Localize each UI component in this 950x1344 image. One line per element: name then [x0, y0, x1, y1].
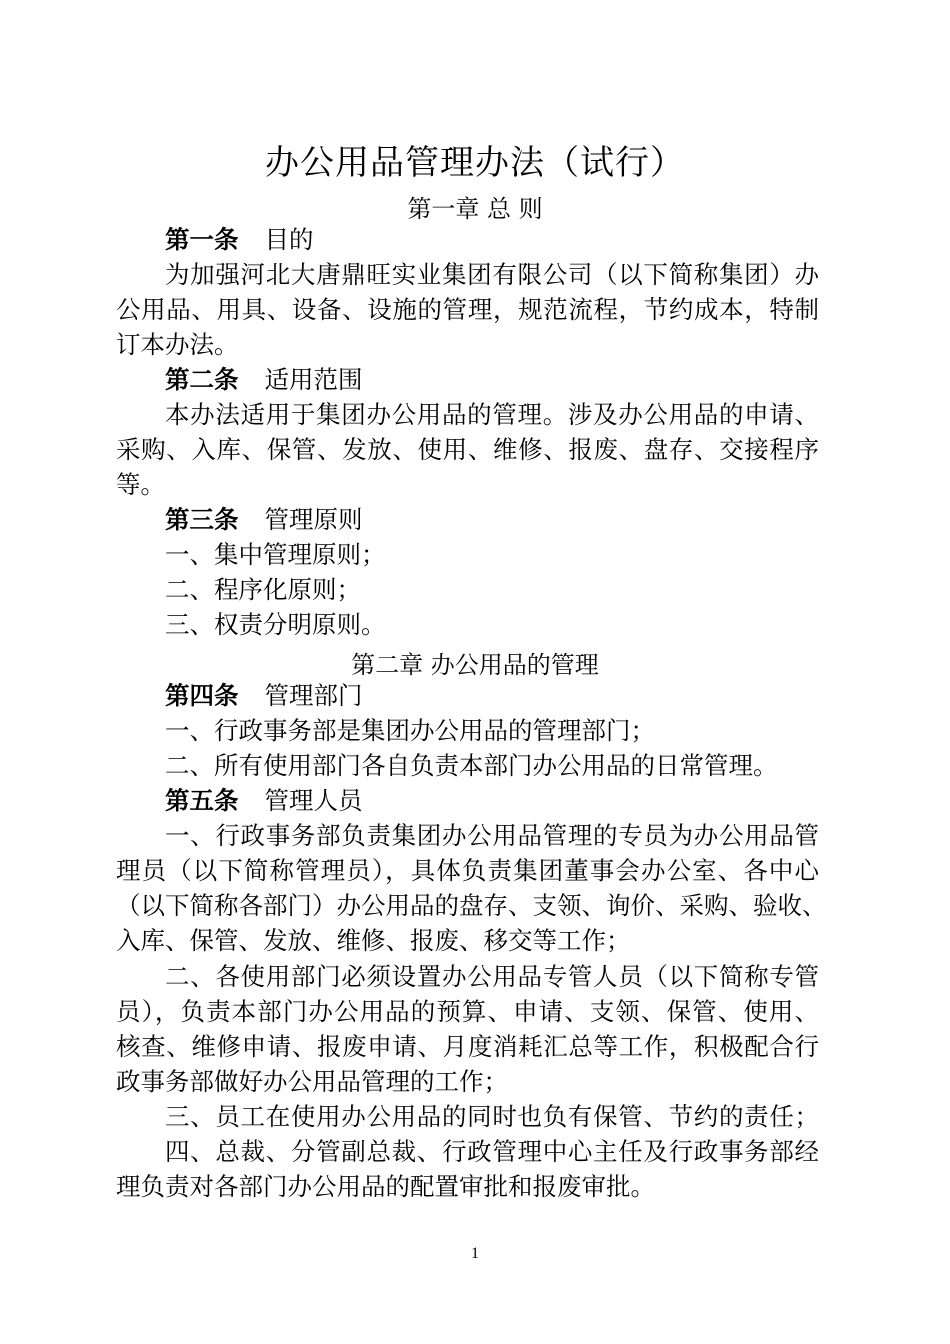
article-heading: [165, 363, 363, 397]
article-label: 第五条: [165, 786, 239, 815]
paragraph-line: 等。: [116, 470, 165, 499]
paragraph-line: 核查、维修申请、报废申请、月度消耗汇总等工作，积极配合行: [116, 1032, 819, 1061]
paragraph-line: 理负责对各部门办公用品的配置审批和报废审批。: [116, 1172, 655, 1201]
paragraph-line: 理员（以下简称管理员），具体负责集团董事会办公室、各中心: [116, 856, 819, 885]
chapter-heading: 第一章 总 则: [407, 195, 543, 223]
paragraph-line: 订本办法。: [116, 330, 239, 359]
article-title: 适用范围: [264, 365, 363, 394]
document-title: 办公用品管理办法（试行）: [265, 143, 685, 183]
article-title: 管理部门: [264, 681, 363, 710]
paragraph-line: 三、员工在使用办公用品的同时也负有保管、节约的责任；: [165, 1102, 819, 1131]
list-item: 一、集中管理原则；: [165, 540, 386, 569]
paragraph-line: 为加强河北大唐鼎旺实业集团有限公司（以下简称集团）办: [165, 260, 819, 289]
article-heading: [165, 784, 363, 818]
article-heading: [165, 223, 314, 257]
article-heading: [165, 679, 363, 713]
article-title: 管理人员: [264, 786, 363, 815]
article-label: 第四条: [165, 681, 239, 710]
paragraph-line: 员），负责本部门办公用品的预算、申请、支领、保管、使用、: [116, 997, 819, 1026]
paragraph-line: 四、总裁、分管副总裁、行政管理中心主任及行政事务部经: [165, 1137, 819, 1166]
paragraph-line: 二、各使用部门必须设置办公用品专管人员（以下简称专管: [165, 962, 819, 991]
chapter-heading: 第二章 办公用品的管理: [351, 651, 599, 679]
article-title: 目的: [264, 225, 314, 254]
article-heading: [165, 503, 363, 537]
article-label: 第二条: [165, 365, 239, 394]
paragraph-line: 一、行政事务部负责集团办公用品管理的专员为办公用品管: [165, 821, 819, 850]
paragraph-line: （以下简称各部门）办公用品的盘存、支领、询价、采购、验收、: [116, 891, 827, 920]
paragraph-line: 政事务部做好办公用品管理的工作；: [116, 1067, 508, 1096]
paragraph-line: 本办法适用于集团办公用品的管理。涉及办公用品的申请、: [165, 400, 819, 429]
list-item: 一、行政事务部是集团办公用品的管理部门；: [165, 716, 655, 745]
paragraph-line: 采购、入库、保管、发放、使用、维修、报废、盘存、交接程序: [116, 435, 819, 464]
list-item: 二、程序化原则；: [165, 575, 361, 604]
list-item: 三、权责分明原则。: [165, 610, 386, 639]
paragraph-line: 公用品、用具、设备、设施的管理，规范流程，节约成本，特制: [116, 295, 819, 324]
article-label: 第三条: [165, 505, 239, 534]
page-number: 1: [471, 1245, 479, 1262]
list-item: 二、所有使用部门各自负责本部门办公用品的日常管理。: [165, 751, 778, 780]
article-label: 第一条: [165, 225, 239, 254]
paragraph-line: 入库、保管、发放、维修、报废、移交等工作；: [116, 926, 631, 955]
article-title: 管理原则: [264, 505, 363, 534]
